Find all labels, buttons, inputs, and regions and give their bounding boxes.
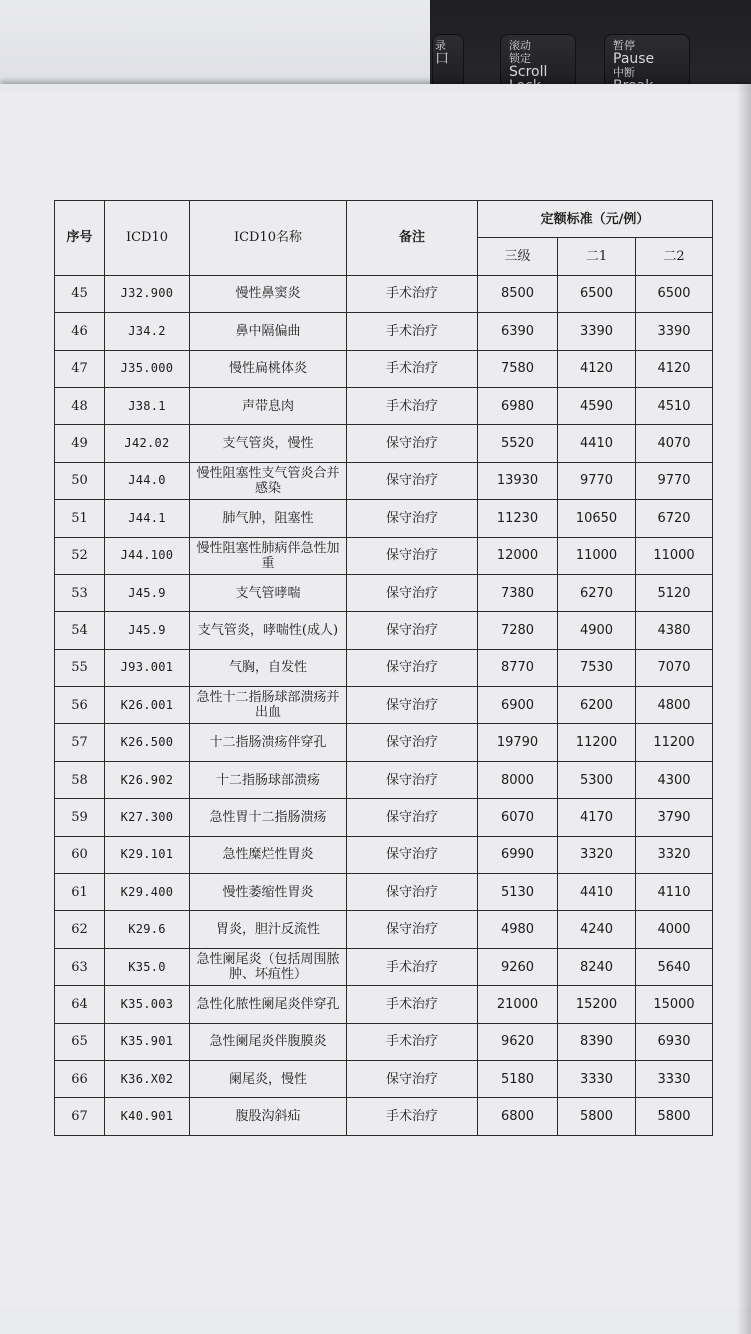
cell-icd10-code: J34.2 <box>105 313 190 350</box>
cell-quota-level2-1: 10650 <box>558 500 636 537</box>
cell-icd10-code: J44.0 <box>105 462 190 499</box>
cell-no: 52 <box>55 537 105 574</box>
cell-quota-level3: 9260 <box>478 948 558 985</box>
header-level21: 二1 <box>558 238 636 275</box>
cell-quota-level2-2: 6720 <box>636 500 713 537</box>
cell-quota-level3: 21000 <box>478 986 558 1023</box>
cell-note: 保守治疗 <box>347 724 478 761</box>
cell-icd10-code: J45.9 <box>105 612 190 649</box>
cell-quota-level2-1: 6200 <box>558 687 636 724</box>
cell-note: 保守治疗 <box>347 537 478 574</box>
header-no: 序号 <box>55 201 105 276</box>
cell-quota-level2-2: 4380 <box>636 612 713 649</box>
cell-no: 65 <box>55 1023 105 1060</box>
table-row <box>55 500 713 537</box>
table-row <box>55 911 713 948</box>
cell-note: 保守治疗 <box>347 612 478 649</box>
cell-quota-level2-2: 4300 <box>636 761 713 798</box>
cell-quota-level2-2: 4070 <box>636 425 713 462</box>
cell-icd10-code: J42.02 <box>105 425 190 462</box>
table-row <box>55 724 713 761</box>
cell-quota-level3: 6900 <box>478 687 558 724</box>
cell-no: 59 <box>55 799 105 836</box>
cell-no: 50 <box>55 462 105 499</box>
cell-quota-level2-2: 6500 <box>636 275 713 312</box>
cell-quota-level2-1: 8240 <box>558 948 636 985</box>
key-label-zh: 暂停 <box>613 39 635 52</box>
cell-icd10-code: K36.X02 <box>105 1060 190 1097</box>
header-quota: 定额标准（元/例） <box>478 201 713 238</box>
cell-note: 保守治疗 <box>347 911 478 948</box>
cell-quota-level3: 7380 <box>478 574 558 611</box>
cell-quota-level3: 4980 <box>478 911 558 948</box>
cell-quota-level2-2: 4000 <box>636 911 713 948</box>
table-row <box>55 649 713 686</box>
cell-quota-level2-1: 15200 <box>558 986 636 1023</box>
cell-quota-level2-1: 5300 <box>558 761 636 798</box>
cell-quota-level2-1: 7530 <box>558 649 636 686</box>
cell-quota-level2-1: 4900 <box>558 612 636 649</box>
cell-quota-level2-1: 8390 <box>558 1023 636 1060</box>
table-row <box>55 425 713 462</box>
table-row <box>55 761 713 798</box>
cell-quota-level2-2: 15000 <box>636 986 713 1023</box>
cell-quota-level2-1: 3330 <box>558 1060 636 1097</box>
cell-icd10-name: 支气管哮喘 <box>190 574 347 611</box>
cell-note: 手术治疗 <box>347 313 478 350</box>
cell-quota-level2-2: 4110 <box>636 874 713 911</box>
cell-no: 45 <box>55 275 105 312</box>
cell-quota-level3: 5520 <box>478 425 558 462</box>
table-row <box>55 1098 713 1135</box>
cell-icd10-code: J93.001 <box>105 649 190 686</box>
cell-icd10-code: J38.1 <box>105 387 190 424</box>
cell-note: 手术治疗 <box>347 387 478 424</box>
cell-no: 63 <box>55 948 105 985</box>
cell-note: 保守治疗 <box>347 425 478 462</box>
cell-no: 56 <box>55 687 105 724</box>
cell-icd10-name: 鼻中隔偏曲 <box>190 313 347 350</box>
cell-icd10-name: 急性阑尾炎（包括周围脓肿、坏疽性） <box>190 948 347 985</box>
cell-icd10-code: K29.6 <box>105 911 190 948</box>
cell-quota-level3: 8000 <box>478 761 558 798</box>
cell-quota-level2-2: 4120 <box>636 350 713 387</box>
cell-no: 60 <box>55 836 105 873</box>
cell-icd10-name: 支气管炎，慢性 <box>190 425 347 462</box>
header-level22: 二2 <box>636 238 713 275</box>
cell-no: 49 <box>55 425 105 462</box>
cell-no: 47 <box>55 350 105 387</box>
header-code: ICD10 <box>105 201 190 276</box>
cell-quota-level3: 6980 <box>478 387 558 424</box>
cell-quota-level2-2: 3320 <box>636 836 713 873</box>
cell-note: 手术治疗 <box>347 1023 478 1060</box>
cell-quota-level2-1: 6270 <box>558 574 636 611</box>
cell-icd10-code: J44.100 <box>105 537 190 574</box>
cell-quota-level3: 5180 <box>478 1060 558 1097</box>
cell-quota-level2-1: 11200 <box>558 724 636 761</box>
cell-quota-level2-2: 3330 <box>636 1060 713 1097</box>
key-label-zh: 录 <box>435 39 446 52</box>
cell-icd10-name: 声带息肉 <box>190 387 347 424</box>
table-row <box>55 387 713 424</box>
cell-quota-level3: 9620 <box>478 1023 558 1060</box>
key-label-en: Pause <box>613 51 655 67</box>
cell-quota-level2-2: 4800 <box>636 687 713 724</box>
cell-note: 保守治疗 <box>347 874 478 911</box>
cell-quota-level3: 6390 <box>478 313 558 350</box>
cell-note: 保守治疗 <box>347 462 478 499</box>
key-label-zh: 滚动 <box>509 39 531 52</box>
cell-quota-level2-1: 3390 <box>558 313 636 350</box>
cell-note: 保守治疗 <box>347 836 478 873</box>
cell-note: 手术治疗 <box>347 986 478 1023</box>
cell-icd10-name: 胃炎，胆汁反流性 <box>190 911 347 948</box>
cell-quota-level2-1: 3320 <box>558 836 636 873</box>
cell-quota-level2-2: 6930 <box>636 1023 713 1060</box>
cell-icd10-name: 十二指肠溃疡伴穿孔 <box>190 724 347 761</box>
table-row <box>55 537 713 574</box>
cell-quota-level2-1: 11000 <box>558 537 636 574</box>
cell-icd10-code: K40.901 <box>105 1098 190 1135</box>
background-paper <box>0 0 470 92</box>
cell-icd10-code: K26.500 <box>105 724 190 761</box>
cell-quota-level3: 6070 <box>478 799 558 836</box>
cell-quota-level2-1: 4410 <box>558 425 636 462</box>
table-row <box>55 350 713 387</box>
cell-icd10-code: K27.300 <box>105 799 190 836</box>
cell-no: 64 <box>55 986 105 1023</box>
table-body <box>55 275 713 1135</box>
cell-quota-level2-2: 11200 <box>636 724 713 761</box>
cell-quota-level2-1: 4410 <box>558 874 636 911</box>
cell-no: 54 <box>55 612 105 649</box>
cell-icd10-name: 慢性萎缩性胃炎 <box>190 874 347 911</box>
cell-icd10-name: 急性十二指肠球部溃疡并出血 <box>190 687 347 724</box>
cell-quota-level2-1: 4170 <box>558 799 636 836</box>
header-name: ICD10名称 <box>190 201 347 276</box>
cell-quota-level2-2: 9770 <box>636 462 713 499</box>
cell-icd10-name: 肺气肿，阻塞性 <box>190 500 347 537</box>
cell-icd10-code: K29.400 <box>105 874 190 911</box>
cell-icd10-name: 气胸，自发性 <box>190 649 347 686</box>
cell-quota-level3: 12000 <box>478 537 558 574</box>
cell-no: 53 <box>55 574 105 611</box>
cell-icd10-name: 急性胃十二指肠溃疡 <box>190 799 347 836</box>
table-row <box>55 275 713 312</box>
key-label-zh: 锁定 <box>509 52 531 65</box>
cell-quota-level2-2: 5640 <box>636 948 713 985</box>
cell-icd10-code: J45.9 <box>105 574 190 611</box>
cell-note: 保守治疗 <box>347 1060 478 1097</box>
cell-no: 62 <box>55 911 105 948</box>
cell-quota-level3: 13930 <box>478 462 558 499</box>
cell-icd10-code: K35.901 <box>105 1023 190 1060</box>
table-row <box>55 874 713 911</box>
table-row <box>55 986 713 1023</box>
cell-icd10-name: 慢性阻塞性支气管炎合并感染 <box>190 462 347 499</box>
table-row <box>55 313 713 350</box>
table-row <box>55 836 713 873</box>
cell-quota-level2-1: 4120 <box>558 350 636 387</box>
key-label-zh: 中断 <box>613 66 635 79</box>
cell-quota-level2-2: 5800 <box>636 1098 713 1135</box>
cell-quota-level2-2: 5120 <box>636 574 713 611</box>
cell-quota-level2-1: 5800 <box>558 1098 636 1135</box>
cell-icd10-code: K35.0 <box>105 948 190 985</box>
cell-icd10-name: 急性糜烂性胃炎 <box>190 836 347 873</box>
table-row <box>55 799 713 836</box>
table-row <box>55 1023 713 1060</box>
cell-quota-level2-1: 4590 <box>558 387 636 424</box>
table-row <box>55 687 713 724</box>
cell-icd10-name: 阑尾炎，慢性 <box>190 1060 347 1097</box>
cell-quota-level2-2: 11000 <box>636 537 713 574</box>
cell-no: 58 <box>55 761 105 798</box>
cell-no: 66 <box>55 1060 105 1097</box>
cell-quota-level2-2: 7070 <box>636 649 713 686</box>
cell-note: 手术治疗 <box>347 350 478 387</box>
header-note: 备注 <box>347 201 478 276</box>
cell-note: 保守治疗 <box>347 761 478 798</box>
cell-no: 67 <box>55 1098 105 1135</box>
cell-icd10-name: 急性化脓性阑尾炎伴穿孔 <box>190 986 347 1023</box>
cell-quota-level3: 5130 <box>478 874 558 911</box>
cell-icd10-code: J44.1 <box>105 500 190 537</box>
cell-quota-level3: 7280 <box>478 612 558 649</box>
cell-quota-level2-1: 4240 <box>558 911 636 948</box>
cell-note: 手术治疗 <box>347 948 478 985</box>
cell-icd10-name: 腹股沟斜疝 <box>190 1098 347 1135</box>
cell-quota-level2-1: 6500 <box>558 275 636 312</box>
cell-quota-level2-2: 3790 <box>636 799 713 836</box>
cell-no: 46 <box>55 313 105 350</box>
table-row <box>55 612 713 649</box>
cell-note: 保守治疗 <box>347 799 478 836</box>
cell-icd10-name: 慢性鼻窦炎 <box>190 275 347 312</box>
key-label-en: 口 <box>435 51 449 67</box>
cell-note: 手术治疗 <box>347 1098 478 1135</box>
cell-quota-level3: 8500 <box>478 275 558 312</box>
cell-no: 55 <box>55 649 105 686</box>
cell-icd10-name: 慢性扁桃体炎 <box>190 350 347 387</box>
cell-note: 手术治疗 <box>347 275 478 312</box>
cell-no: 61 <box>55 874 105 911</box>
cell-icd10-code: K26.001 <box>105 687 190 724</box>
table-row <box>55 574 713 611</box>
cell-quota-level3: 6800 <box>478 1098 558 1135</box>
key-label-en: Scroll <box>509 64 548 80</box>
header-row <box>55 201 713 238</box>
cell-quota-level3: 19790 <box>478 724 558 761</box>
cell-note: 保守治疗 <box>347 500 478 537</box>
cell-icd10-name: 急性阑尾炎伴腹膜炎 <box>190 1023 347 1060</box>
cell-quota-level3: 11230 <box>478 500 558 537</box>
cell-quota-level3: 6990 <box>478 836 558 873</box>
cell-icd10-name: 慢性阻塞性肺病伴急性加重 <box>190 537 347 574</box>
cell-note: 保守治疗 <box>347 574 478 611</box>
quota-table <box>54 200 713 1136</box>
header-level3: 三级 <box>478 238 558 275</box>
cell-quota-level3: 8770 <box>478 649 558 686</box>
cell-no: 57 <box>55 724 105 761</box>
cell-quota-level3: 7580 <box>478 350 558 387</box>
cell-quota-level2-2: 3390 <box>636 313 713 350</box>
table-row <box>55 948 713 985</box>
cell-no: 51 <box>55 500 105 537</box>
cell-icd10-name: 支气管炎，哮喘性(成人) <box>190 612 347 649</box>
cell-icd10-code: K35.003 <box>105 986 190 1023</box>
cell-quota-level2-1: 9770 <box>558 462 636 499</box>
cell-note: 保守治疗 <box>347 649 478 686</box>
page-shadow <box>737 84 751 1334</box>
cell-icd10-code: J32.900 <box>105 275 190 312</box>
cell-quota-level2-2: 4510 <box>636 387 713 424</box>
cell-no: 48 <box>55 387 105 424</box>
cell-note: 保守治疗 <box>347 687 478 724</box>
cell-icd10-code: K29.101 <box>105 836 190 873</box>
cell-icd10-code: J35.000 <box>105 350 190 387</box>
cell-icd10-name: 十二指肠球部溃疡 <box>190 761 347 798</box>
cell-icd10-code: K26.902 <box>105 761 190 798</box>
table-row <box>55 462 713 499</box>
table-row <box>55 1060 713 1097</box>
